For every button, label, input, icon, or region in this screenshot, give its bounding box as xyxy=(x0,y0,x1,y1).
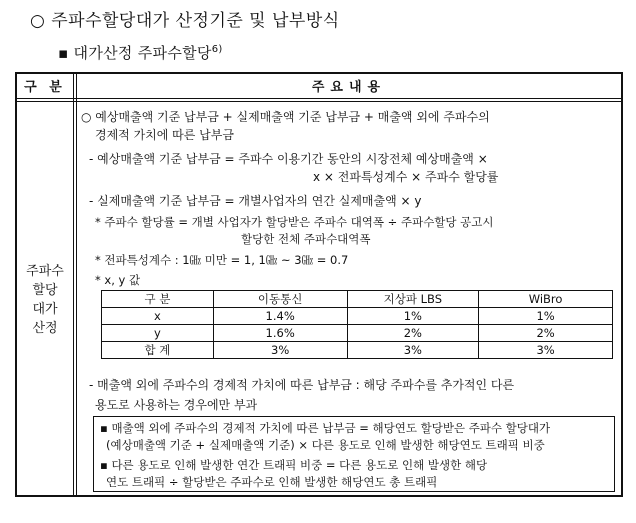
content-line: * x, y 값 xyxy=(95,273,141,287)
column-divider-double xyxy=(76,74,77,495)
table-cell: 1.6% xyxy=(213,325,347,342)
content-line: * 전파특성계수 : 1㎓ 미만 = 1, 1㎓ ~ 3㎓ = 0.7 xyxy=(95,253,349,267)
table-header-cell: 지상파 LBS xyxy=(347,291,479,308)
note-line: ▪ 다른 용도로 인해 발생한 연간 트래픽 비중 = 다른 용도로 인해 발생한 해당 xyxy=(100,458,488,472)
table-header-cell: WiBro xyxy=(479,291,613,308)
note-line: 연도 트래픽 ÷ 할당받은 주파수로 인해 발생한 해당연도 총 트래픽 xyxy=(106,475,438,489)
row-label: 주파수 할당 대가 산정 xyxy=(26,264,64,336)
table-cell: 3% xyxy=(347,342,479,359)
column-divider xyxy=(73,74,74,495)
table-header-cell: 구 분 xyxy=(102,291,214,308)
table-cell: 합 계 xyxy=(102,342,214,359)
table-cell: 3% xyxy=(213,342,347,359)
table-cell: 1.4% xyxy=(213,308,347,325)
table-cell: 3% xyxy=(479,342,613,359)
content-line: - 매출액 외에 주파수의 경제적 가치에 따른 납부금 : 해당 주파수를 추가적인 다른 xyxy=(89,378,515,392)
note-line: ▪ 매출액 외에 주파수의 경제적 가치에 따른 납부금 = 해당연도 할당받은 주파수 할당대가 xyxy=(100,421,551,435)
table-header-row xyxy=(102,291,613,308)
header-content: 주요내용 xyxy=(311,80,387,95)
table-cell: 2% xyxy=(479,325,613,342)
subtitle-text: ▪ 대가산정 주파수할당 xyxy=(58,44,212,62)
table-row xyxy=(102,325,613,342)
content-line: * 주파수 할당률 = 개별 사업자가 할당받은 주파수 대역폭 ÷ 주파수할당 공고시 xyxy=(95,215,494,229)
table-cell: 2% xyxy=(347,325,479,342)
content-line: - 실제매출액 기준 납부금 = 개별사업자의 연간 실제매출액 × y xyxy=(89,194,422,208)
table-cell: y xyxy=(102,325,214,342)
note-line: (예상매출액 기준 + 실제매출액 기준) × 다른 용도로 인해 발생한 해당연도 트래픽 비중 xyxy=(106,438,545,452)
header-category: 구 분 xyxy=(24,80,66,95)
table-row xyxy=(102,342,613,359)
table-cell: x xyxy=(102,308,214,325)
note-box xyxy=(93,416,615,492)
content-line: 할당한 전체 주파수대역폭 xyxy=(241,232,371,246)
section-subtitle xyxy=(58,42,223,63)
content-line: 경제적 가치에 따른 납부금 xyxy=(95,128,234,142)
header-divider-double xyxy=(17,101,621,102)
content-line: 용도로 사용하는 경우에만 부과 xyxy=(95,398,258,412)
content-line: x × 전파특성계수 × 주파수 할당률 xyxy=(313,170,499,184)
section-title: ○ 주파수할당대가 산정기준 및 납부방식 xyxy=(30,11,340,31)
footnote-ref: 6) xyxy=(211,44,223,55)
main-table xyxy=(15,72,623,497)
content-line: ○ 예상매출액 기준 납부금 + 실제매출액 기준 납부금 + 매출액 외에 주파수의 xyxy=(81,110,490,124)
table-row xyxy=(102,308,613,325)
table-cell: 1% xyxy=(347,308,479,325)
table-header-cell: 이동통신 xyxy=(213,291,347,308)
content-line: - 예상매출액 기준 납부금 = 주파수 이용기간 동안의 시장전체 예상매출액 × xyxy=(89,152,488,166)
xy-value-table xyxy=(101,290,613,359)
table-cell: 1% xyxy=(479,308,613,325)
header-divider xyxy=(17,98,621,99)
